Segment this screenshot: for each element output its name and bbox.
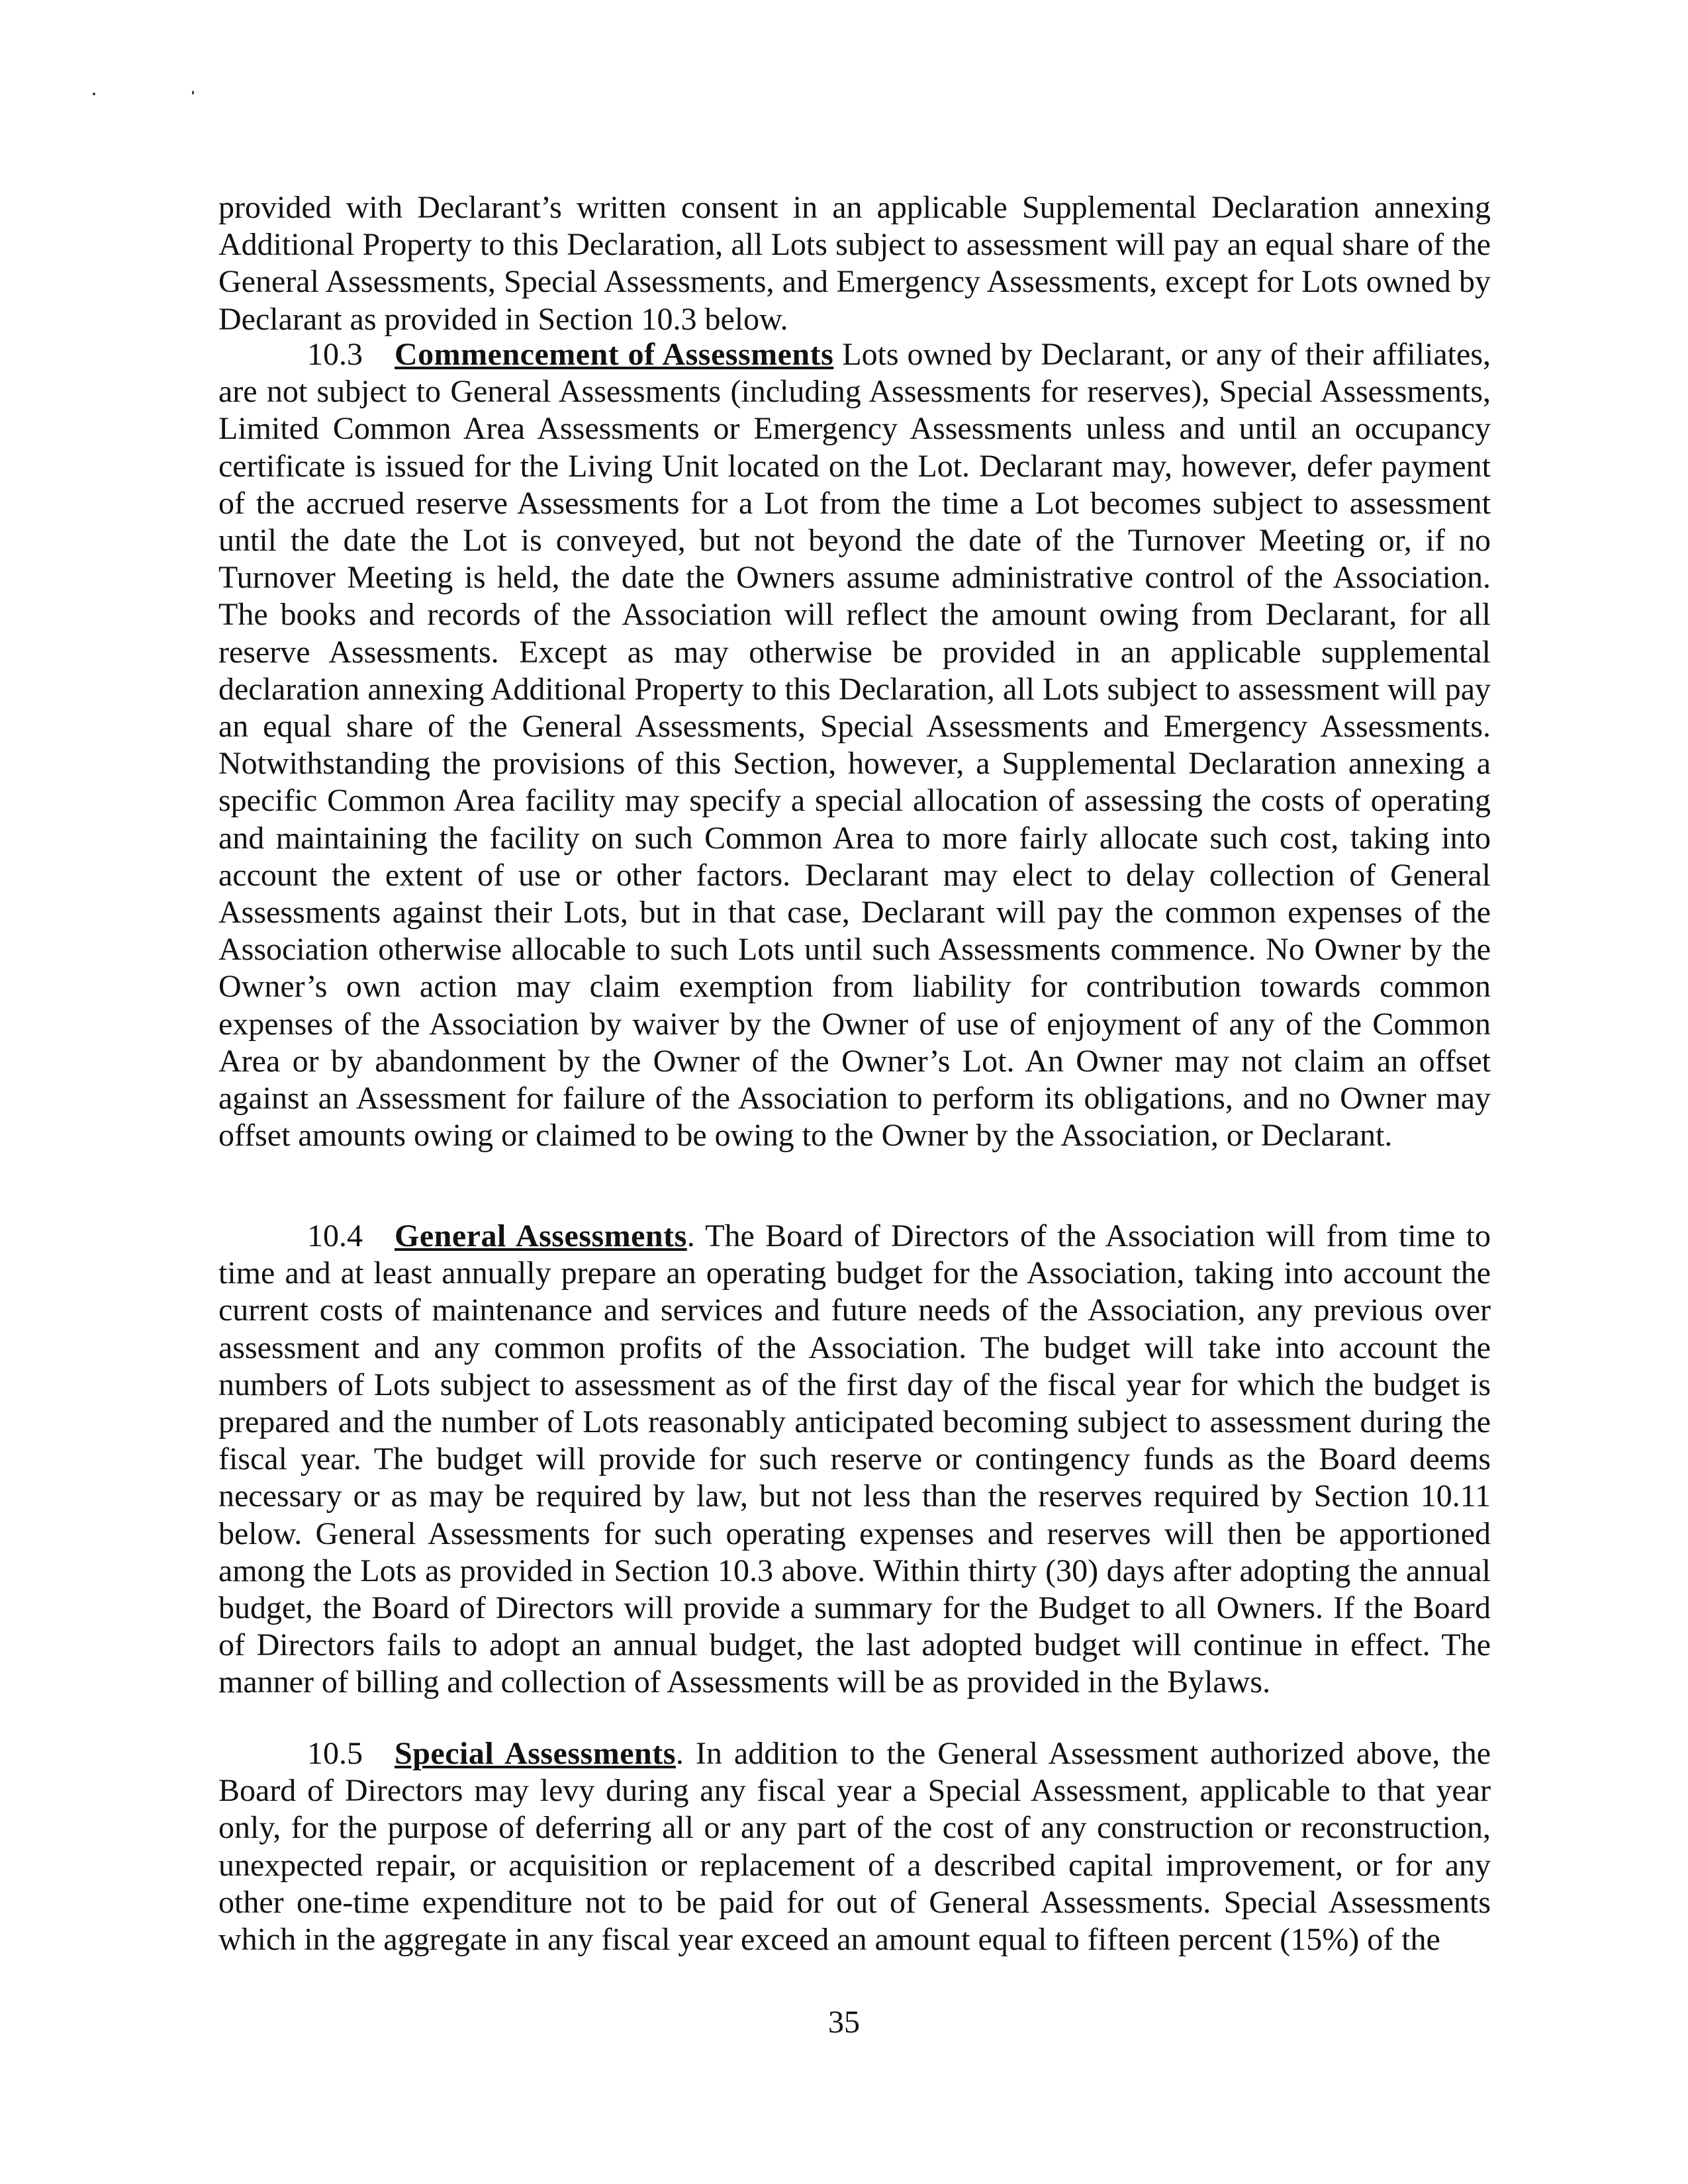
section-heading: General Assessments <box>395 1218 687 1253</box>
page-number: 35 <box>828 2005 860 2040</box>
section-number: 10.3 <box>307 337 363 372</box>
section-10-3 <box>218 336 1491 1154</box>
section-body: . The Board of Directors of the Association will from time to time and at least annually prepare an operating budget for the Association, taking into account the current costs of maintenance and services and future needs of the Association, any previous over assessment and any common profits of the Association. The budget will take into account the numbers of Lots subject to assessment as of the first day of the fiscal year for which the budget is prepared and the number of Lots reasonably anticipated becoming subject to assessment during the fiscal year. The budget will provide for such reserve or contingency funds as the Board deems necessary or as may be required by law, but not less than the reserves required by Section 10.11 below. General Assessments for such operating expenses and reserves will then be apportioned among the Lots as provided in Section 10.3 above. Within thirty (30) days after adopting the annual budget, the Board of Directors will provide a summary for the Budget to all Owners. If the Board of Directors fails to adopt an annual budget, the last adopted budget will continue in effect. The manner of billing and collection of Assessments will be as provided in the Bylaws. <box>218 1218 1491 1700</box>
section-heading: Commencement of Assessments <box>395 337 834 372</box>
section-number: 10.5 <box>307 1736 363 1771</box>
scan-speck <box>93 93 95 95</box>
section-10-4 <box>218 1218 1491 1702</box>
section-body: . In addition to the General Assessment authorized above, the Board of Directors may levy during any fiscal year a Special Assessment, applicable to that year only, for the purpose of deferring all or any part of the cost of any construction or reconstruction, unexpected repair, or acquisition or replacement of a described capital improvement, or for any other one-time expenditure not to be paid for out of General Assessments. Special Assessments which in the aggregate in any fiscal year exceed an amount equal to fifteen percent (15%) of the <box>218 1736 1491 1958</box>
scan-speck <box>192 91 194 95</box>
section-heading: Special Assessments <box>395 1736 676 1771</box>
section-body: Lots owned by Declarant, or any of their affiliates, are not subject to General Assessments (including Assessments for reserves), Special Assessments, Limited Common Area Assessments or Emergency Assessments unless and until an occupancy certificate is issued for the Living Unit located on the Lot. Declarant may, however, defer payment of the accrued reserve Assessments for a Lot from the time a Lot becomes subject to assessment until the date the Lot is conveyed, but not beyond the date of the Turnover Meeting or, if no Turnover Meeting is held, the date the Owners assume administrative control of the Association. The books and records of the Association will reflect the amount owing from Declarant, for all reserve Assessments. Except as may otherwise be provided in an applicable supplemental declaration annexing Additional Property to this Declaration, all Lots subject to assessment will pay an equal share of the General Assessments, Special Assessments and Emergency Assessments. Notwithstanding the provisions of this Section, however, a Supplemental Declaration annexing a specific Common Area facility may specify a special allocation of assessing the costs of operating and maintaining the facility on such Common Area to more fairly allocate such cost, taking into account the extent of use or other factors. Declarant may elect to delay collection of General Assessments against their Lots, but in that case, Declarant will pay the common expenses of the Association otherwise allocable to such Lots until such Assessments commence. No Owner by the Owner’s own action may claim exemption from liability for contribution towards common expenses of the Association by waiver by the Owner of use of enjoyment of any of the Common Area or by abandonment by the Owner of the Owner’s Lot. An Owner may not claim an offset against an Assessment for failure of the Association to perform its obligations, and no Owner may offset amounts owing or claimed to be owing to the Owner by the Association, or Declarant. <box>218 337 1491 1154</box>
section-10-5 <box>218 1735 1491 1958</box>
section-number: 10.4 <box>307 1218 363 1253</box>
continued-paragraph: provided with Declarant’s written consent in an applicable Supplemental Declaration annexing Additional Property to this Declaration, all Lots subject to assessment will pay an equal share of the General Assessments, Special Assessments, and Emergency Assessments, except for Lots owned by Declarant as provided in Section 10.3 below. <box>218 190 1491 337</box>
